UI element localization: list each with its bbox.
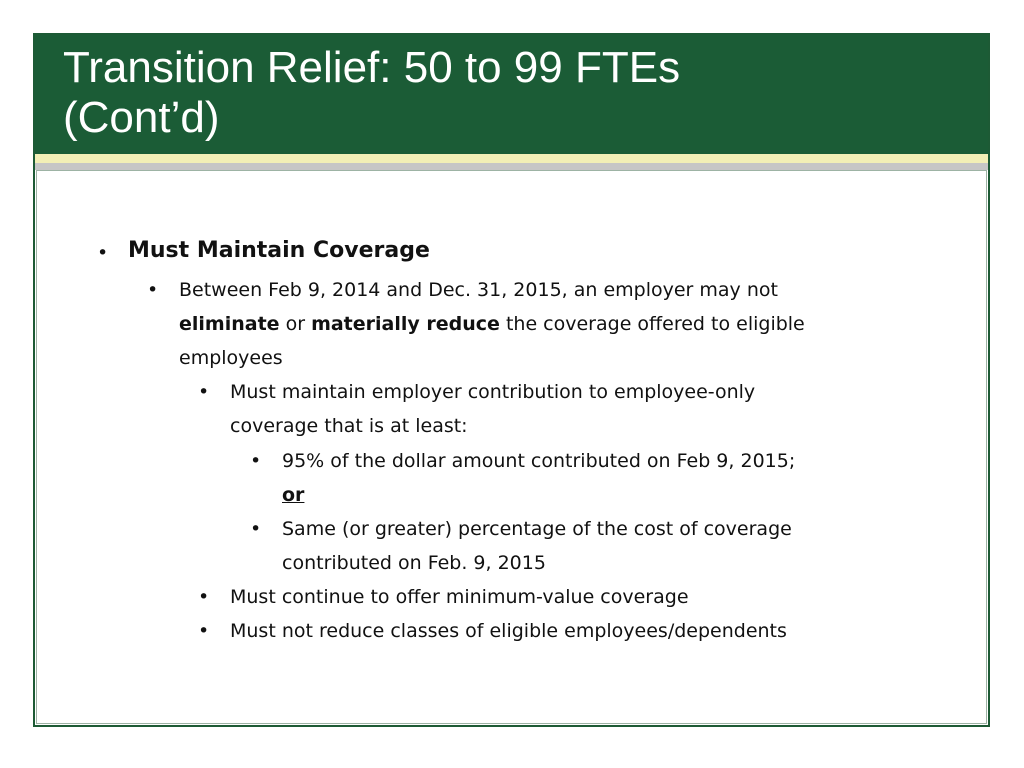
bullet-must-maintain-coverage: Must Maintain Coverage — [128, 238, 430, 263]
bullet-same-percentage-line2: contributed on Feb. 9, 2015 — [282, 552, 546, 574]
bullet-icon: • — [198, 381, 210, 403]
bullet-95-percent-line1: 95% of the dollar amount contributed on Feb 9, 2015; — [282, 450, 796, 472]
bullet-icon: • — [250, 518, 262, 540]
text-coverage-offered: the coverage offered to eligible — [499, 313, 805, 335]
bullet-classes-of-employees: Must not reduce classes of eligible employees/dependents — [230, 620, 787, 642]
slide-title-line1: Transition Relief: 50 to 99 FTEs — [63, 43, 681, 92]
emphasis-eliminate: eliminate — [179, 313, 280, 335]
bullet-no-eliminate-line1: Between Feb 9, 2014 and Dec. 31, 2015, an employer may not — [179, 279, 778, 301]
slide-title-line2: (Cont’d) — [63, 93, 220, 142]
bullet-no-eliminate-line2 — [179, 307, 805, 341]
bullet-icon: • — [250, 450, 262, 472]
bullet-same-percentage-line1: Same (or greater) percentage of the cost of coverage — [282, 518, 792, 540]
bullet-icon: • — [198, 620, 210, 642]
emphasis-materially-reduce: materially reduce — [311, 313, 500, 335]
bullet-minimum-value: Must continue to offer minimum-value coverage — [230, 586, 689, 608]
bullet-95-percent-or: or — [282, 484, 305, 506]
bullet-icon: • — [97, 242, 109, 264]
bullet-no-eliminate-line3: employees — [179, 347, 283, 369]
text-or: or — [279, 313, 312, 335]
bullet-icon: • — [198, 586, 210, 608]
bullet-icon: • — [147, 279, 159, 301]
bullet-maintain-contribution-line2: coverage that is at least: — [230, 415, 468, 437]
bullet-maintain-contribution-line1: Must maintain employer contribution to employee-only — [230, 381, 756, 403]
